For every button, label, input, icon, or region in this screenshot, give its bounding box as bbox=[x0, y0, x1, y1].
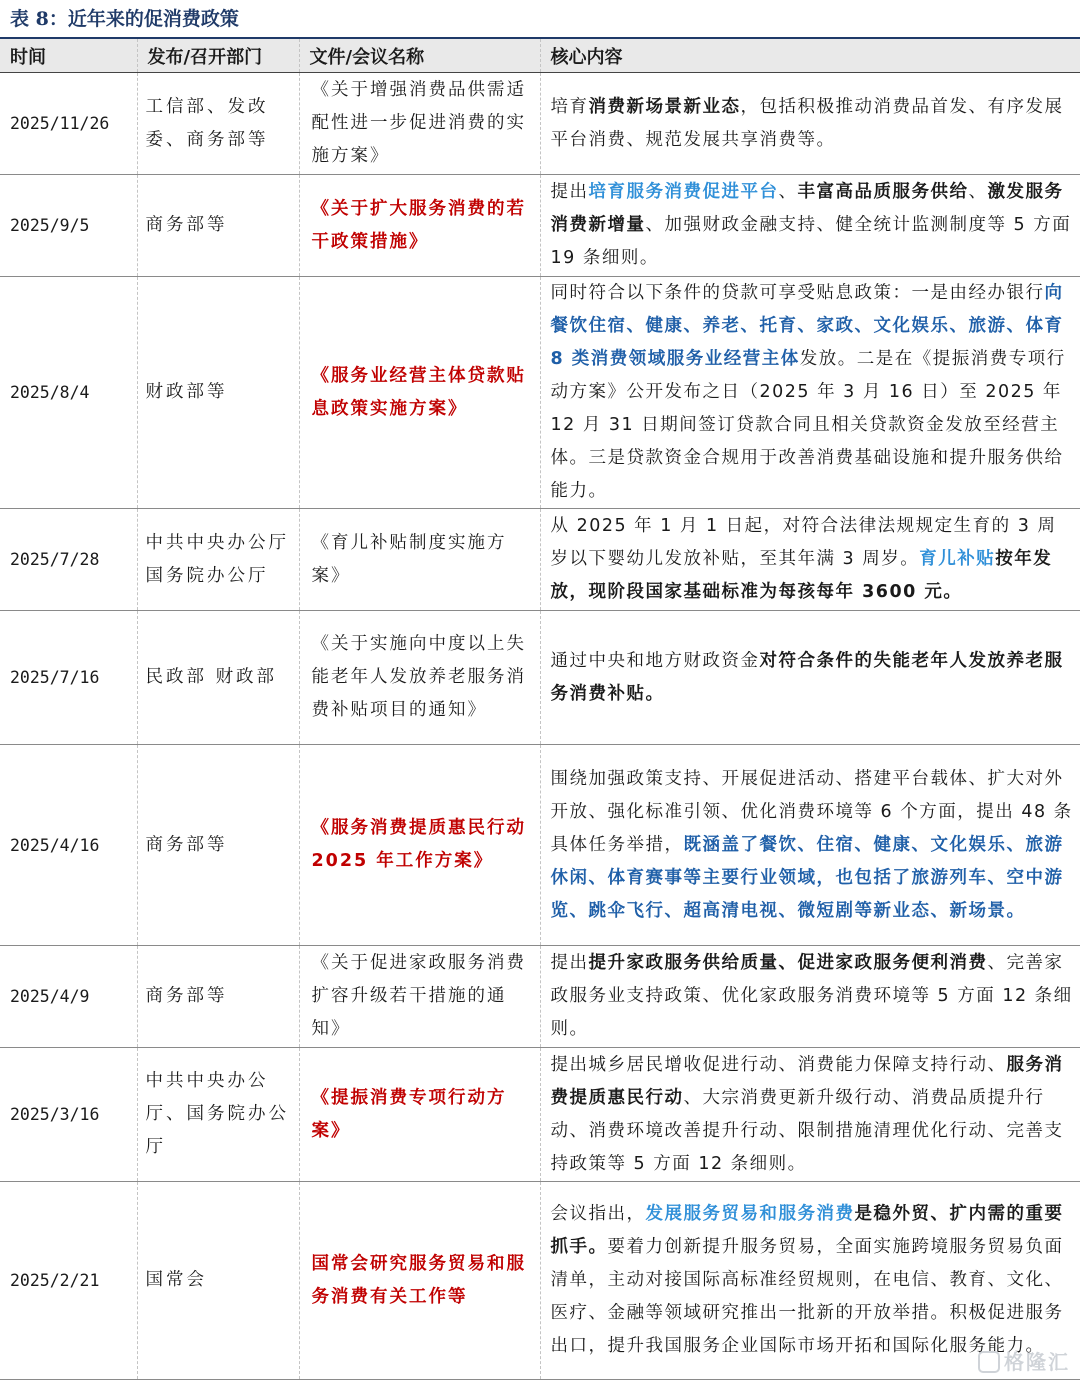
table-row bbox=[0, 175, 1080, 277]
row-core-content bbox=[540, 175, 1080, 277]
core-text-segment: 、大宗消费更新升级行动、消费品质提升行动、消费环境改善提升行动、限制措施清理优化行动、完善支持政策等 5 方面 12 条细则。 bbox=[550, 1087, 1064, 1174]
row-department: 中共中央办公厅、国务院办公厅 bbox=[137, 1048, 299, 1182]
core-text-segment: 是稳外贸、扩内需的重要抓手。 bbox=[550, 1204, 1064, 1257]
row-date: 2025/9/5 bbox=[0, 175, 137, 277]
table-row bbox=[0, 509, 1080, 611]
core-text-segment: 、 bbox=[778, 182, 798, 202]
row-core-content bbox=[540, 946, 1080, 1048]
core-text-segment: 通过中央和地方财政资金 bbox=[550, 650, 760, 671]
table-row bbox=[0, 73, 1080, 175]
policy-table bbox=[0, 39, 1080, 1380]
header-row bbox=[0, 39, 1080, 73]
core-text-segment: 围绕加强政策支持、开展促进活动、搭建平台载体、扩大对外开放、强化标准引领、优化消费环境等 6 个方面，提出 48 条具体任务举措， bbox=[550, 768, 1073, 855]
table-title: 表 8：近年来的促消费政策 bbox=[10, 8, 239, 30]
core-text-segment: 服务消费提质惠民行动 bbox=[550, 1054, 1064, 1108]
table-row bbox=[0, 1048, 1080, 1182]
row-date: 2025/7/16 bbox=[0, 611, 137, 745]
row-document-name: 国常会研究服务贸易和服务消费有关工作等 bbox=[299, 1182, 540, 1380]
row-core-content bbox=[540, 277, 1080, 509]
row-date: 2025/2/21 bbox=[0, 1182, 137, 1380]
core-text-segment: 、 bbox=[968, 182, 988, 202]
core-text-segment: 丰富高品质服务供给 bbox=[797, 182, 969, 202]
core-text-segment: 提出 bbox=[550, 953, 589, 973]
row-date: 2025/4/16 bbox=[0, 745, 137, 946]
core-text-segment: 既涵盖了餐饮、住宿、健康、文化娱乐、旅游休闲、体育赛事等主要行业领域，也包括了旅游列车、空中游览、跳伞飞行、超高清电视、微短剧等新业态、新场景。 bbox=[550, 834, 1064, 921]
row-document-name: 《服务消费提质惠民行动 2025 年工作方案》 bbox=[299, 745, 540, 946]
core-text-segment: 发展服务贸易和服务消费 bbox=[645, 1204, 855, 1224]
row-document-name: 《育儿补贴制度实施方案》 bbox=[299, 509, 540, 611]
watermark-logo-icon bbox=[978, 1351, 1000, 1373]
core-text-segment: 按年发放，现阶段国家基础标准为每孩每年 3600 元。 bbox=[550, 549, 1053, 602]
row-date: 2025/8/4 bbox=[0, 277, 137, 509]
row-core-content bbox=[540, 745, 1080, 946]
row-department: 中共中央办公厅 国务院办公厅 bbox=[137, 509, 299, 611]
row-document-name: 《关于增强消费品供需适配性进一步促进消费的实施方案》 bbox=[299, 73, 540, 175]
row-department: 商务部等 bbox=[137, 946, 299, 1048]
row-date: 2025/3/16 bbox=[0, 1048, 137, 1182]
table-row bbox=[0, 1182, 1080, 1380]
core-text-segment: 、加强财政金融支持、健全统计监测制度等 5 方面 19 条细则。 bbox=[550, 215, 1072, 268]
row-date: 2025/7/28 bbox=[0, 509, 137, 611]
core-text-segment: 会议指出， bbox=[550, 1204, 646, 1224]
table-row bbox=[0, 745, 1080, 946]
row-department: 民政部 财政部 bbox=[137, 611, 299, 745]
watermark bbox=[978, 1346, 1070, 1375]
row-document-name: 《关于实施向中度以上失能老年人发放养老服务消费补贴项目的通知》 bbox=[299, 611, 540, 745]
core-text-segment: 提升家政服务供给质量、促进家政服务便利消费 bbox=[588, 953, 988, 973]
core-text-segment: 发放。二是在《提振消费专项行动方案》公开发布之日（2025 年 3 月 16 日）至 2025 年 12 月 31 日期间签订贷款合同且相关贷款资金发放至经营主体。三是贷款资金合规用于改善消费基础设施和提升服务供给能力。 bbox=[550, 349, 1066, 501]
row-core-content bbox=[540, 73, 1080, 175]
core-text-segment: 提出城乡居民增收促进行动、消费能力保障支持行动、 bbox=[550, 1054, 1007, 1075]
row-core-content bbox=[540, 611, 1080, 745]
row-document-name: 《服务业经营主体贷款贴息政策实施方案》 bbox=[299, 277, 540, 509]
core-text-segment: 培育 bbox=[550, 96, 589, 117]
header-department: 发布/召开部门 bbox=[137, 39, 299, 73]
row-document-name: 《提振消费专项行动方案》 bbox=[299, 1048, 540, 1182]
header-core-content: 核心内容 bbox=[540, 39, 1080, 73]
core-text-segment: 培育服务消费促进平台 bbox=[588, 182, 779, 202]
row-department: 财政部等 bbox=[137, 277, 299, 509]
row-date: 2025/4/9 bbox=[0, 946, 137, 1048]
table-row bbox=[0, 277, 1080, 509]
row-core-content bbox=[540, 509, 1080, 611]
row-document-name: 《关于扩大服务消费的若干政策措施》 bbox=[299, 175, 540, 277]
core-text-segment: ，包括积极推动消费品首发、有序发展平台消费、规范发展共享消费等。 bbox=[550, 96, 1064, 150]
core-text-segment: 对符合条件的失能老年人发放养老服务消费补贴。 bbox=[550, 650, 1064, 704]
row-core-content bbox=[540, 1048, 1080, 1182]
row-department: 商务部等 bbox=[137, 175, 299, 277]
row-document-name: 《关于促进家政服务消费扩容升级若干措施的通知》 bbox=[299, 946, 540, 1048]
row-department: 商务部等 bbox=[137, 745, 299, 946]
core-text-segment: 提出 bbox=[550, 182, 589, 202]
core-text-segment: 育儿补贴 bbox=[919, 549, 996, 569]
row-department: 国常会 bbox=[137, 1182, 299, 1380]
core-text-segment: 消费新场景新业态 bbox=[588, 96, 741, 117]
row-department: 工信部、发改委、商务部等 bbox=[137, 73, 299, 175]
table-row bbox=[0, 611, 1080, 745]
core-text-segment: 向餐饮住宿、健康、养老、托育、家政、文化娱乐、旅游、体育 8 类消费领域服务业经营主体 bbox=[550, 283, 1064, 369]
core-text-segment: 激发服务消费新增量 bbox=[550, 182, 1064, 235]
row-date: 2025/11/26 bbox=[0, 73, 137, 175]
core-text-segment: 从 2025 年 1 月 1 日起，对符合法律法规规定生育的 3 周岁以下婴幼儿发放补贴，至其年满 3 周岁。 bbox=[550, 516, 1057, 569]
watermark-text: 格隆汇 bbox=[1004, 1350, 1070, 1374]
core-text-segment: 、完善家政服务业支持政策、优化家政服务消费环境等 5 方面 12 条细则。 bbox=[550, 953, 1073, 1039]
core-text-segment: 要着力创新提升服务贸易，全面实施跨境服务贸易负面清单，主动对接国际高标准经贸规则，在电信、教育、文化、医疗、金融等领域研究推出一批新的开放举措。积极促进服务出口，提升我国服务企业国际市场开拓和国际化服务能力。 bbox=[550, 1237, 1064, 1356]
core-text-segment: 同时符合以下条件的贷款可享受贴息政策：一是由经办银行 bbox=[550, 283, 1045, 303]
header-date: 时间 bbox=[0, 39, 137, 73]
header-document: 文件/会议名称 bbox=[299, 39, 540, 73]
table-row bbox=[0, 946, 1080, 1048]
